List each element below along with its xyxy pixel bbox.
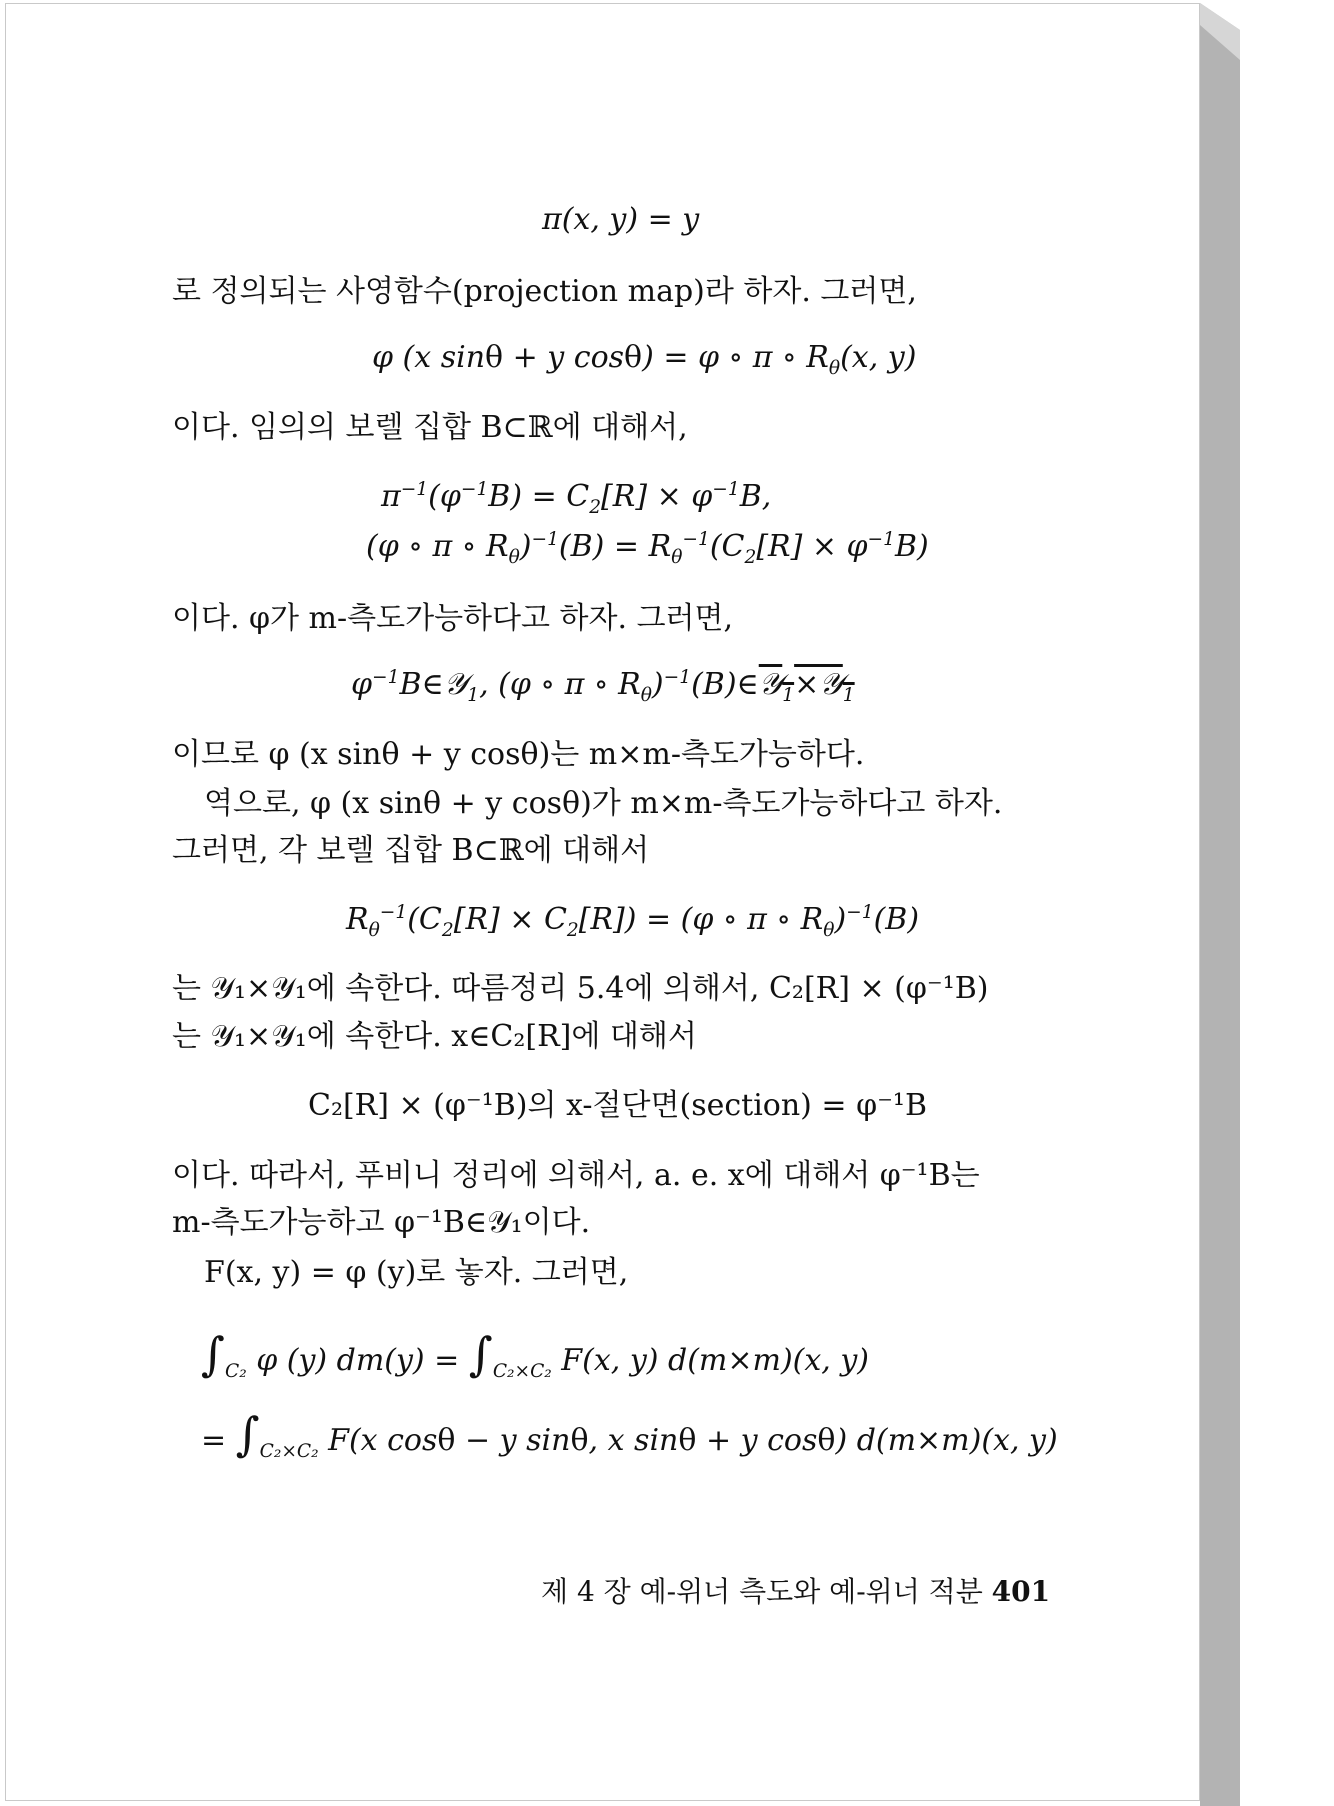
equation-inverse-image-2: (φ ∘ π ∘ $R_\theta)^{-1}(B) = R_\theta^{-1}(C_2[R] \times \varphi^{-1}B)$ (366, 529, 929, 568)
paragraph-line: 로 정의되는 사영함수(projection map)라 하자. 그러면, (172, 274, 917, 309)
footer-chapter-title: 제 4 장 예-위너 측도와 예-위너 적분 (541, 1575, 983, 1608)
equation-projection: π(x, y) = y (542, 202, 700, 237)
equation-phi-composition: φ (x sinθ + y cosθ) = φ ∘ π ∘ $R_\theta(x$, y) (372, 340, 917, 379)
paragraph-line: m-측도가능하고 φ⁻¹B∈𝒴₁이다. (172, 1205, 591, 1240)
paragraph-line: 이다. 따라서, 푸비니 정리에 의해서, a. e. x에 대해서 φ⁻¹B는 (172, 1158, 980, 1193)
equation-rotation-inverse: $R_\theta^{-1}(C_2[R] \times C_2[R]) = (\varphi$ ∘ π ∘ $R_\theta)^{-1}(B)$ (346, 902, 920, 941)
book-page (5, 3, 1200, 1801)
page-number: 401 (991, 1575, 1051, 1608)
paragraph-line: 역으로, φ (x sinθ + y cosθ)가 m×m-측도가능하다고 하자. (204, 786, 1003, 821)
equation-inverse-image-1: $\pi^{-1}(\varphi^{-1}B) = C_2[R] \times \varphi^{-1}B$, (381, 479, 772, 518)
page-footer (541, 1574, 1050, 1610)
paragraph-line: 는 𝒴₁×𝒴₁에 속한다. 따름정리 5.4에 의해서, C₂[R] × (φ⁻¹B) (172, 971, 989, 1006)
paragraph-line: 이므로 φ (x sinθ + y cosθ)는 m×m-측도가능하다. (172, 737, 865, 772)
equation-integral-2: = $\int_{C_2\times C_2}$ F(x cosθ − y sinθ, x sinθ + y cosθ) d(m×m)(x, y) (201, 1407, 1058, 1462)
equation-measurable-sets: $\varphi^{-1}B\in 𝒴_1$, (φ ∘ π ∘ $R_\theta)^{-1}(B)\in 𝒴_1\times 𝒴_1$ (351, 667, 855, 706)
paragraph-line: F(x, y) = φ (y)로 놓자. 그러면, (204, 1255, 629, 1290)
equation-integral-1: $\int_{C_2}$ φ (y) $dm(y) = \int_{C_2\times C_2}$ F(x, y) d(m×m)(x, y) (201, 1327, 869, 1382)
paragraph-line: 이다. 임의의 보렐 집합 B⊂ℝ에 대해서, (172, 410, 688, 445)
equation-section: C₂[R] × (φ⁻¹B)의 x-절단면(section) = φ⁻¹B (308, 1088, 928, 1123)
paragraph-line: 는 𝒴₁×𝒴₁에 속한다. x∈C₂[R]에 대해서 (172, 1019, 697, 1054)
paragraph-line: 그러면, 각 보렐 집합 B⊂ℝ에 대해서 (172, 833, 650, 868)
paragraph-line: 이다. φ가 m-측도가능하다고 하자. 그러면, (172, 601, 734, 636)
